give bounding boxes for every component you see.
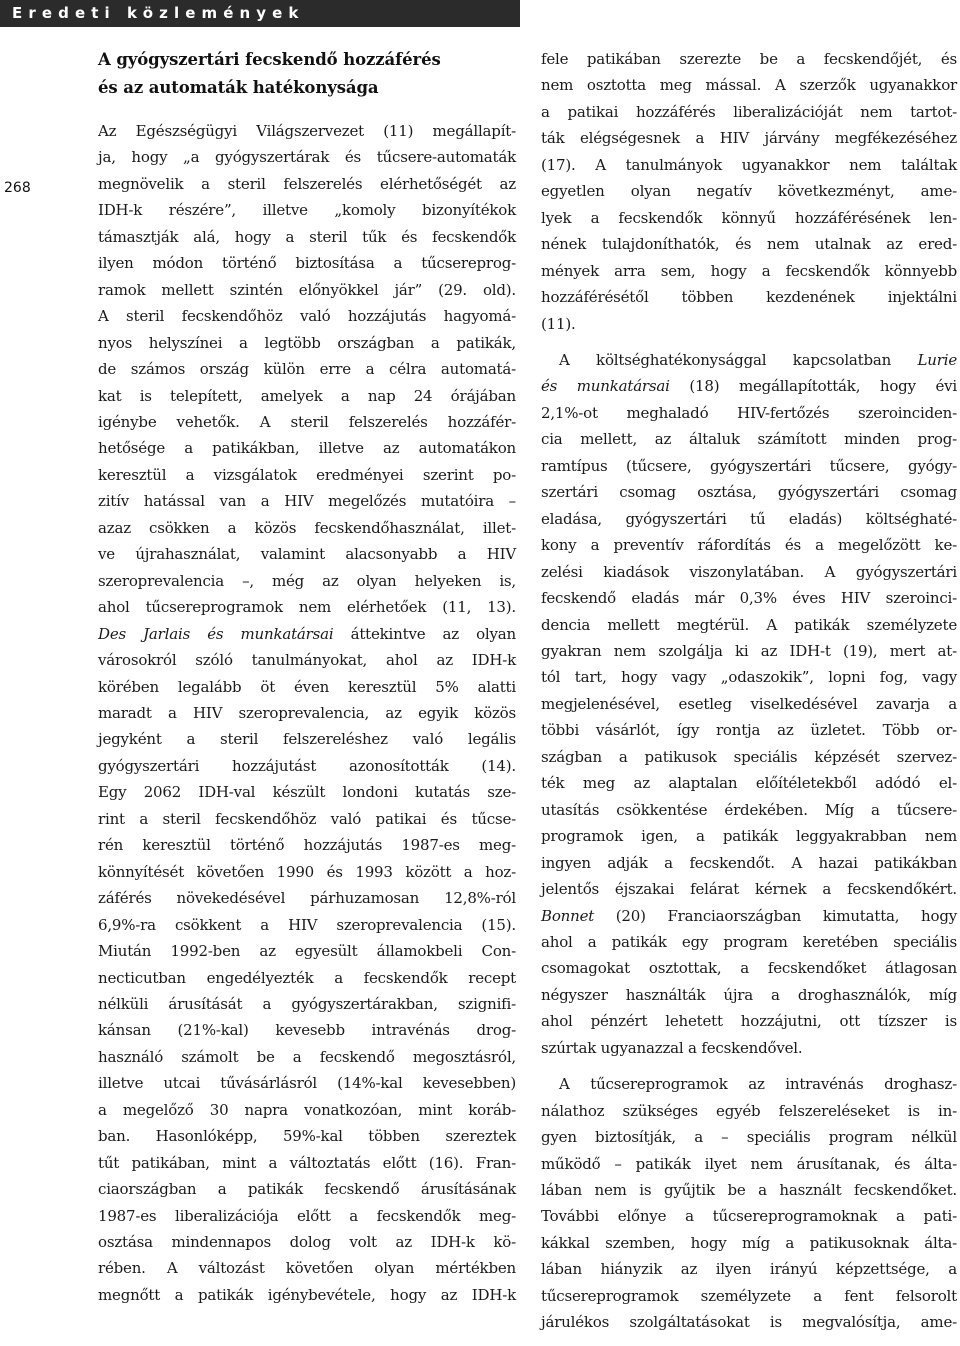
text-line: osztása mindennapos dolog volt az IDH-k kö- [98,1233,516,1252]
text-line: ciaországban a patikák fecskendő árusításának [98,1180,516,1199]
text-line: cia mellett, az általuk számított minden prog- [541,430,957,449]
right-column [541,46,957,1336]
text-line: fecskendő eladás már 0,3% éves HIV szeroinci- [541,589,957,608]
text-line: gyakran nem szolgálja ki az IDH-t (19), mert at- [541,641,957,660]
text-line: csomagokat osztottak, a fecskendőket átlagosan [541,959,957,978]
page-number: 268 [4,180,31,196]
text-line: eladása, gyógyszertári tű eladás) költséghaté- [541,509,957,528]
text-line: zelési kiadások viszonylatában. A gyógyszertári [541,562,957,581]
text-line: szeroprevalencia –, még az olyan helyeken is, [98,571,516,590]
text-line: ve újrahasználat, valamint alacsonyabb a HIV [98,545,516,564]
text-line: tűt patikában, mint a változtatás előtt (16). Fran- [98,1153,516,1172]
text-line: rében. A változást követően olyan mértékben [98,1259,516,1278]
text-line: utasítás csökkentése érdekében. Míg a tűcsere- [541,800,957,819]
text-line: megnőtt a patikák igénybevétele, hogy az IDH-k [98,1285,516,1304]
text-line: ták elégségesnek a HIV járvány megfékezéséhez [541,129,957,148]
text-line: maradt a HIV szeroprevalencia, az egyik közös [98,703,516,722]
text-line: Bonnet (20) Franciaországban kimutatta, hogy [541,906,957,925]
text-line: könnyítését követően 1990 és 1993 között a hoz- [98,862,516,881]
text-line: Az Egészségügyi Világszervezet (11) megállapít- [98,122,516,140]
text-line: ramtípus (tűcsere, gyógyszertári tűcsere, gyógy- [541,456,957,475]
text-line: rint a steril fecskendőhöz való patikai és tűcse- [98,809,516,828]
left-paragraph [98,118,516,1308]
text-line: 1987-es liberalizációja előtt a fecskendők meg- [98,1206,516,1225]
text-line: igénybe vehetők. A steril felszerelés hozzáfér- [98,412,516,431]
text-line: illetve utcai tűvásárlásról (14%-kal kevesebben) [98,1074,516,1093]
text-line: jegyként a steril felszereléshez való legális [98,730,516,749]
text-line: dencia mellett megtérül. A patikák személyzete [541,615,957,634]
text-line: ilyen módon történő biztosítása a tűcsereprog- [98,254,516,273]
right-paragraph-1 [541,46,957,337]
text-line: Miután 1992-ben az egyesült államokbeli Con- [98,942,516,961]
text-line: gyen biztosítják, a – speciális program nélkül [541,1128,957,1147]
text-line: négyszer használták újra a droghasználók, míg [541,985,957,1004]
text-line: nélküli árusítását a gyógyszertárakban, szignifi- [98,994,516,1013]
text-line: de számos ország külön erre a célra automatá- [98,360,516,379]
text-line: gyógyszertári hozzájutást azonosították (14). [98,756,516,775]
text-line: többi vásárlót, így rontja az üzletet. Több or- [541,721,957,740]
text-line: záférés növekedésével párhuzamosan 12,8%-ról [98,889,516,908]
section-header: Eredeti közlemények [0,0,520,27]
text-line: ahol pénzért lehetett hozzájutni, ott tízszer is [541,1012,957,1031]
text-line: ramok mellett szintén előnyökkel jár” (29. old). [98,280,516,299]
text-line: a megelőző 30 napra vonatkozóan, mint koráb- [98,1100,516,1119]
text-line: tól tart, hogy vagy „odaszokik”, lopni fog, vagy [541,668,957,687]
text-line: Egy 2062 IDH-val készült londoni kutatás sze- [98,783,516,802]
text-line: kony a preventív ráfordítás és a megelőzött ke- [541,536,957,555]
text-line: A költséghatékonysággal kapcsolatban Lurie [559,350,957,369]
text-line: mények arra sem, hogy a fecskendők könnyebb [541,261,957,280]
left-column [98,46,516,1308]
text-line: nálathoz szükséges egyéb felszereléseket is in- [541,1101,957,1120]
text-line: kánsan (21%-kal) kevesebb intravénás drog- [98,1021,516,1040]
text-line: lában hiányzik az ilyen irányú képzettsége, a [541,1260,957,1279]
text-line: ahol tűcsereprogramok nem elérhetőek (11, 13). [98,598,516,617]
text-line: a patikai hozzáférés liberalizációját nem tartot- [541,102,957,121]
text-line: A tűcsereprogramok az intravénás droghasz- [559,1075,957,1094]
text-line: ja, hogy „a gyógyszertárak és tűcsere-automaták [98,148,516,167]
text-line: nyos helyszínei a legtöbb országban a patikák, [98,333,516,352]
text-line: ingyen adják a fecskendőt. A hazai patikákban [541,853,957,872]
text-line: kákkal szemben, hogy míg a patikusoknak álta- [541,1233,957,1252]
text-line: rén keresztül történő hozzájutás 1987-es meg- [98,836,516,855]
text-line: szágban a patikusok speciális képzését szervez- [541,747,957,766]
article-title [98,46,516,102]
text-line: ték meg az alaptalan előítéletekből adódó el- [541,774,957,793]
text-line: keresztül a vizsgálatok eredményei szerint po- [98,465,516,484]
text-line: IDH-k részére”, illetve „komoly bizonyítékok [98,201,516,220]
text-line: egyetlen olyan negatív következményt, ame- [541,182,957,201]
text-line: (11). [541,314,576,333]
text-line: városokról szóló tanulmányokat, ahol az IDH-k [98,651,516,670]
text-line: körében legalább öt éven keresztül 5% alatti [98,677,516,696]
text-line: működő – patikák ilyet nem árusítanak, és álta- [541,1154,957,1173]
right-paragraph-2 [541,347,957,1061]
text-line: 6,9%-ra csökkent a HIV szeroprevalencia (15). [98,915,516,934]
text-line: kat is telepített, amelyek a nap 24 órájában [98,386,516,405]
text-line: támasztják alá, hogy a steril tűk és fecskendők [98,227,516,246]
text-line: programok igen, a patikák leggyakrabban nem [541,827,957,846]
text-line: és munkatársai (18) megállapították, hogy évi [541,377,958,396]
text-line: necticutban engedélyezték a fecskendők recept [98,968,516,987]
text-line: A steril fecskendőhöz való hozzájutás hagyomá- [98,307,516,326]
text-line: járulékos szolgáltatásokat is megvalósítja, ame- [541,1313,957,1332]
text-line: azaz csökken a közös fecskendőhasználat, illet- [98,518,516,537]
text-line: Des Jarlais és munkatársai áttekintve az olyan [98,624,516,643]
text-line: megjelenésével, esetleg viselkedésével zavarja a [541,694,957,713]
text-line: szertári csomag osztása, gyógyszertári csomag [541,483,957,502]
text-line: zitív hatással van a HIV megelőzés mutatóira – [98,492,516,511]
text-line: lyek a fecskendők könnyű hozzáférésének len- [541,208,957,227]
text-line: tűcsereprogramok személyzete a fent felsorolt [541,1286,957,1305]
text-line: fele patikában szerezte be a fecskendőjét, és [541,50,957,68]
text-line: lában nem is gyűjtik be a használt fecskendőket. [541,1181,957,1200]
text-line: nem osztotta meg mással. A szerzők ugyanakkor [541,76,957,95]
title-line: A gyógyszertári fecskendő hozzáférés [98,50,441,69]
text-line: ban. Hasonlóképp, 59%-kal többen szereztek [98,1127,516,1146]
text-line: szúrtak ugyanazzal a fecskendővel. [541,1038,803,1057]
right-paragraph-3 [541,1071,957,1336]
text-line: jelentős éjszakai felárat kérnek a fecskendőkért. [541,880,957,899]
text-line: (17). A tanulmányok ugyanakkor nem találtak [541,155,957,174]
text-line: ahol a patikák egy program keretében speciális [541,932,957,951]
text-line: hetősége a patikákban, illetve az automatákon [98,439,516,458]
text-line: További előnye a tűcsereprogramoknak a pati- [541,1207,957,1226]
text-line: hozzáférésétől többen kezdenének injektálni [541,288,957,307]
text-line: használó számolt be a fecskendő megosztásról, [98,1047,516,1066]
text-line: 2,1%-ot meghaladó HIV-fertőzés szeroinciden- [541,403,957,422]
text-line: nének tulajdoníthatók, és nem utalnak az ered- [541,235,957,254]
title-line: és az automaták hatékonysága [98,78,379,97]
text-line: megnövelik a steril felszerelés elérhetőségét az [98,174,516,193]
